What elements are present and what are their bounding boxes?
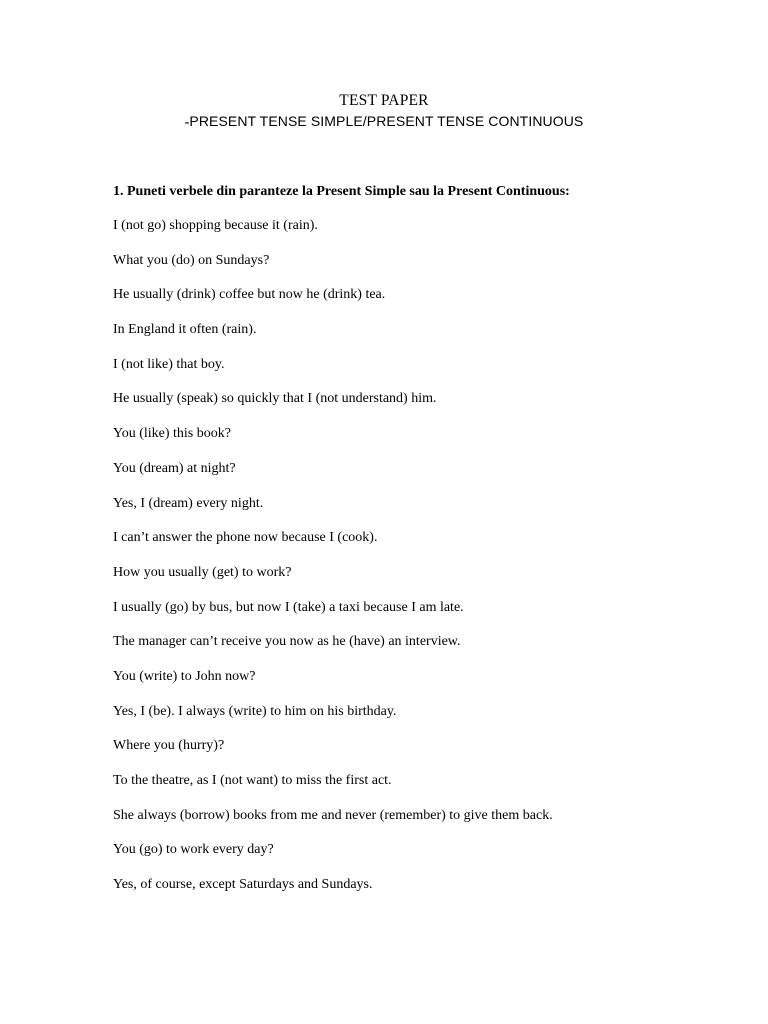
exercise-sentence: You (like) this book?: [113, 426, 231, 442]
exercise-sentence: The manager can’t receive you now as he (have) an interview.: [113, 634, 461, 650]
exercise-sentence: Where you (hurry)?: [113, 738, 225, 754]
exercise-heading: 1. Puneti verbele din paranteze la Present Simple sau la Present Continuous:: [113, 184, 570, 199]
exercise-sentence: You (dream) at night?: [113, 460, 236, 476]
exercise-sentence: You (write) to John now?: [113, 668, 256, 684]
subtitle-dash: -: [184, 115, 190, 130]
exercise-sentence: He usually (drink) coffee but now he (drink) tea.: [113, 287, 386, 303]
exercise-sentence: You (go) to work every day?: [113, 842, 274, 858]
exercise-sentence: I can’t answer the phone now because I (cook).: [113, 530, 378, 546]
exercise-sentence: He usually (speak) so quickly that I (not understand) him.: [113, 391, 437, 407]
exercise-sentence: Yes, of course, except Saturdays and Sundays.: [113, 877, 373, 893]
exercise-sentence: I usually (go) by bus, but now I (take) a taxi because I am late.: [113, 599, 464, 615]
subtitle-text: PRESENT TENSE SIMPLE/PRESENT TENSE CONTINUOUS: [189, 113, 584, 129]
exercise-sentence: She always (borrow) books from me and never (remember) to give them back.: [113, 807, 553, 823]
exercise-sentence: To the theatre, as I (not want) to miss the first act.: [113, 773, 392, 788]
exercise-sentence: Yes, I (be). I always (write) to him on his birthday.: [113, 703, 397, 719]
exercise-sentence: I (not go) shopping because it (rain).: [113, 218, 318, 233]
exercise-sentence: Yes, I (dream) every night.: [113, 495, 264, 511]
exercise-sentence: How you usually (get) to work?: [113, 564, 292, 580]
page-title: TEST PAPER: [339, 92, 429, 109]
page-subtitle: [0, 112, 768, 132]
exercise-sentence: In England it often (rain).: [113, 322, 257, 338]
exercise-sentence: What you (do) on Sundays?: [113, 252, 270, 268]
exercise-sentence-list: [113, 217, 553, 911]
exercise-sentence: I (not like) that boy.: [113, 356, 225, 372]
